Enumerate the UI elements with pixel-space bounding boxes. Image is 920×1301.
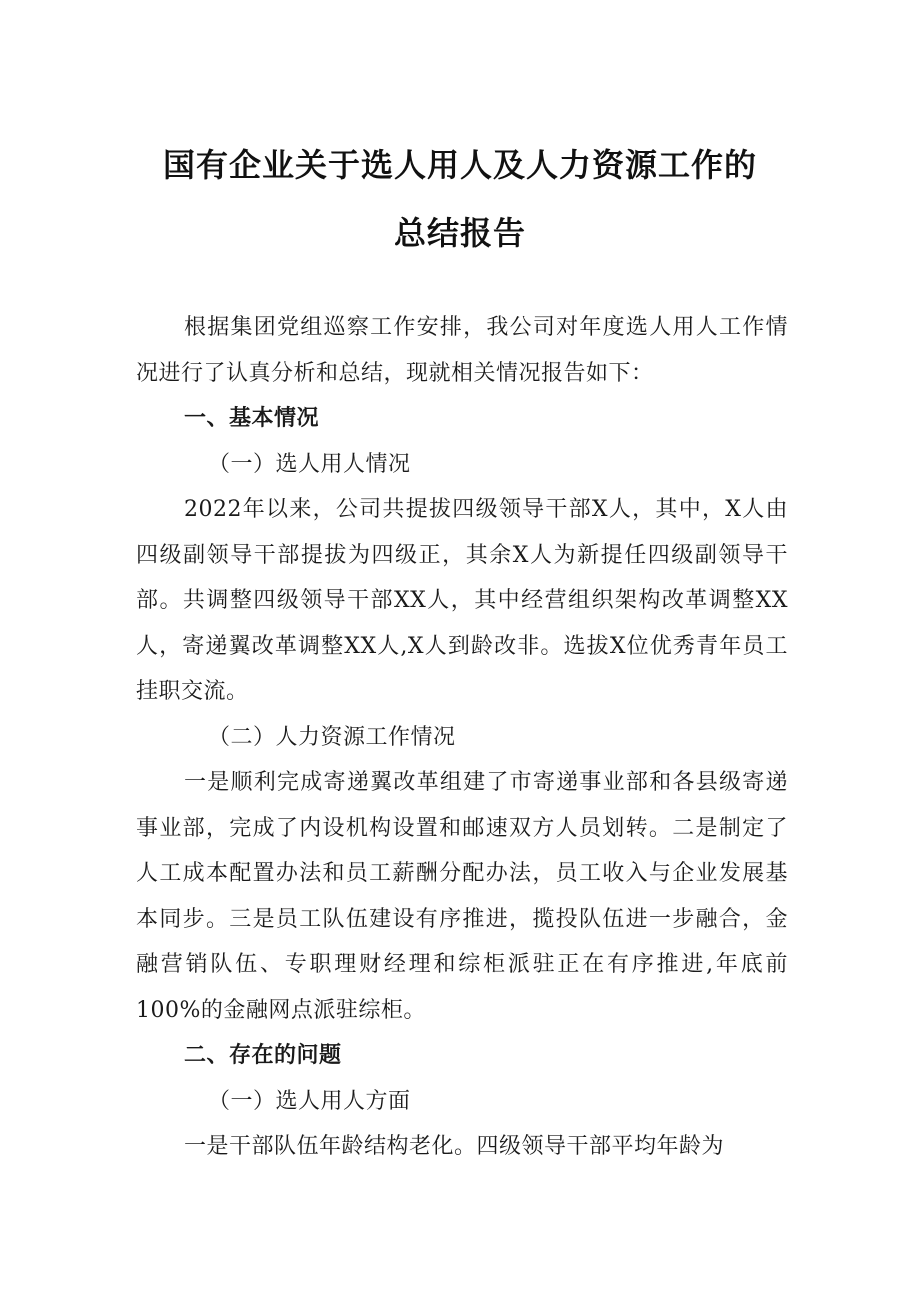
subsection-heading-selection-issues: （一）选人用人方面 — [208, 1088, 411, 1114]
section-heading-problems: 二、存在的问题 — [184, 1043, 342, 1068]
subsection-heading-hr: （二）人力资源工作情况 — [208, 724, 456, 750]
selection-paragraph: 2022年以来，公司共提拔四级领导干部X人，其中，X人由四级副领导干部提拔为四级正，其余X人为新提任四级副领导干部。共调整四级领导干部XX人，其中经营组织架构改革调整XX人，寄递翼改革调整XX人,X人到龄改非。选拔X位优秀青年员工挂职交流。 — [136, 497, 788, 704]
subsection-heading-selection: （一）选人用人情况 — [208, 451, 411, 477]
intro-paragraph: 根据集团党组巡察工作安排，我公司对年度选人用人工作情况进行了认真分析和总结，现就相关情况报告如下： — [136, 315, 788, 386]
document-title-line1: 国有企业关于选人用人及人力资源工作的 — [162, 146, 757, 184]
problems-paragraph: 一是干部队伍年龄结构老化。四级领导干部平均年龄为 — [184, 1134, 725, 1159]
document-title-line2: 总结报告 — [393, 214, 526, 252]
section-heading-basic: 一、基本情况 — [184, 406, 320, 431]
document-body — [136, 305, 788, 1170]
hr-paragraph: 一是顺利完成寄递翼改革组建了市寄递事业部和各县级寄递事业部，完成了内设机构设置和邮速双方人员划转。二是制定了人工成本配置办法和员工薪酬分配办法，员工收入与企业发展基本同步。三是员工队伍建设有序推进，揽投队伍进一步融合，金融营销队伍、专职理财经理和综柜派驻正在有序推进,年底前100%的金融网点派驻综柜。 — [136, 770, 788, 1023]
